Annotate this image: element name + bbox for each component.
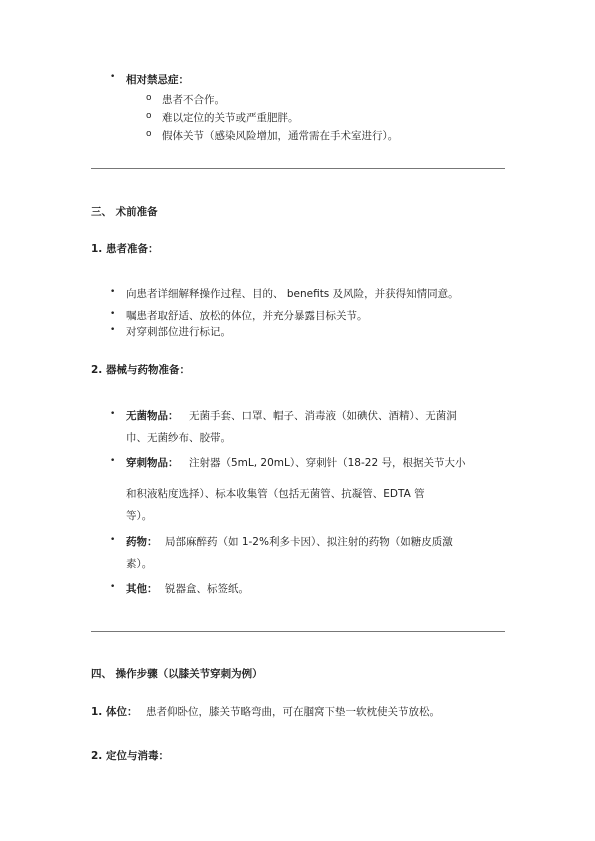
section-title: 四、 操作步骤（以膝关节穿刺为例） [91,668,263,680]
item-text: 素）。 [126,558,153,570]
bullet-icon: • [110,535,116,545]
section-title: 三、 术前准备 [91,206,158,218]
bullet-icon: • [110,72,116,82]
item-text: 注射器（5mL, 20mL）、穿刺针（18-22 号，根据关节大小 [189,457,466,469]
divider [91,168,505,169]
bullet-icon: • [110,287,116,297]
bullet-icon: • [110,409,116,419]
circle-bullet-icon: o [146,111,152,121]
bullet-icon: • [110,582,116,592]
step-label: 1. 体位： [91,706,138,718]
item-label: 药物： [126,536,158,548]
subsection-heading: 1. 患者准备： [91,243,159,255]
item-label: 其他： [126,583,158,595]
item-text: 巾、无菌纱布、胶带。 [126,432,231,444]
item-text: 无菌手套、口罩、帽子、消毒液（如碘伏、酒精）、无菌洞 [189,410,457,422]
list-item: 向患者详细解释操作过程、目的、 benefits 及风险，并获得知情同意。 [126,288,459,300]
contra-item: 患者不合作。 [162,94,225,106]
bullet-icon: • [110,309,116,319]
bullet-icon: • [110,456,116,466]
list-item: 对穿刺部位进行标记。 [126,326,231,338]
item-text: 局部麻醉药（如 1-2%利多卡因）、拟注射的药物（如糖皮质激 [165,536,453,548]
bullet-icon: • [110,325,116,335]
subsection-heading: 2. 定位与消毒： [91,750,169,762]
item-text: 等）。 [126,510,153,522]
step-text: 患者仰卧位，膝关节略弯曲，可在腘窝下垫一软枕使关节放松。 [146,706,440,718]
divider [91,631,505,632]
list-item: 嘱患者取舒适、放松的体位，并充分暴露目标关节。 [126,310,368,322]
item-label: 无菌物品： [126,410,179,422]
circle-bullet-icon: o [146,129,152,139]
circle-bullet-icon: o [146,93,152,103]
contra-item: 假体关节（感染风险增加，通常需在手术室进行）。 [162,130,399,142]
item-text: 锐器盒、标签纸。 [165,583,249,595]
subsection-heading: 2. 器械与药物准备： [91,364,190,376]
contra-heading: 相对禁忌症： [126,74,189,86]
item-label: 穿刺物品： [126,457,179,469]
item-text: 和积液粘度选择）、标本收集管（包括无菌管、抗凝管、EDTA 管 [126,488,425,500]
contra-item: 难以定位的关节或严重肥胖。 [162,112,299,124]
